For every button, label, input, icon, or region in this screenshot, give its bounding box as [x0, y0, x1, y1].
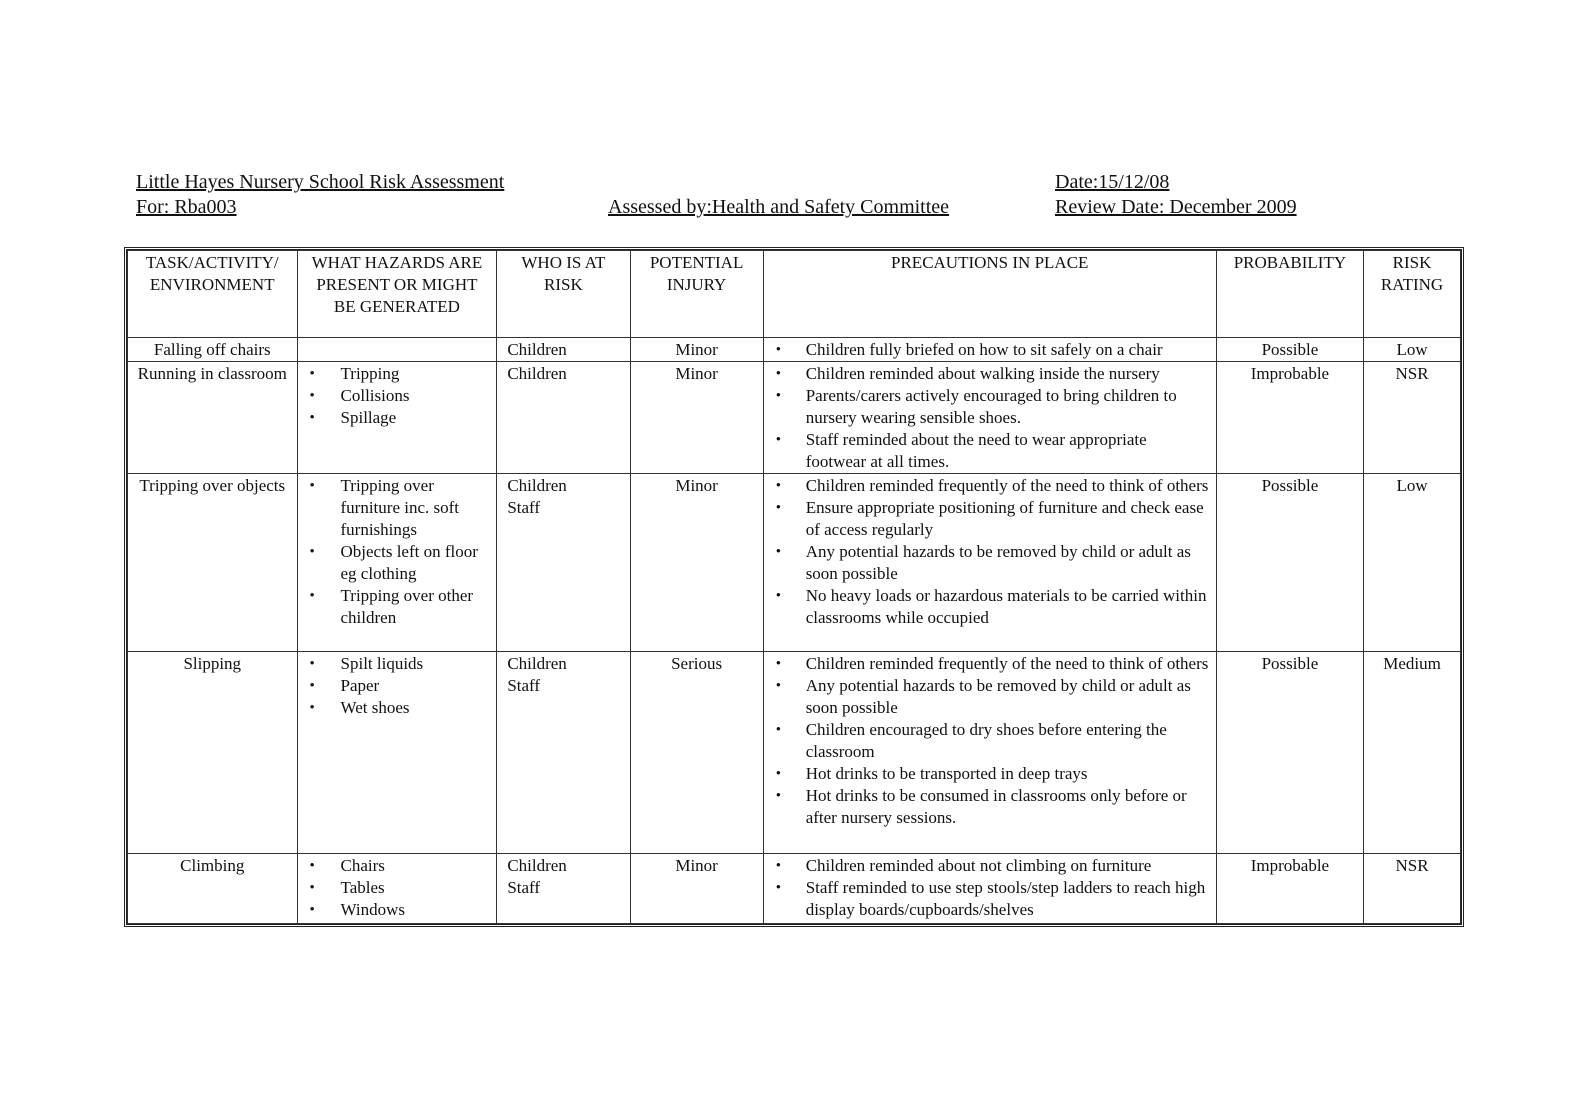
column-header: WHO IS AT RISK — [497, 251, 630, 338]
table-row — [128, 362, 1461, 474]
table-row — [128, 474, 1461, 652]
hazards-cell — [297, 652, 497, 854]
document-title: Little Hayes Nursery School Risk Assessment — [136, 171, 505, 193]
hazard-item: • Tables — [304, 877, 491, 899]
task-cell: Slipping — [128, 652, 298, 854]
table-body — [128, 338, 1461, 924]
for-reference: For: Rba003 — [136, 196, 237, 218]
precautions-cell-list — [770, 855, 1210, 921]
precaution-item: • Ensure appropriate positioning of furniture and check ease of access regularly — [770, 497, 1210, 541]
hazard-item: • Paper — [304, 675, 491, 697]
hazard-item: • Spillage — [304, 407, 491, 429]
who-at-risk-cell-line: Children — [507, 856, 567, 875]
injury-cell: Minor — [630, 474, 763, 652]
review-date: Review Date: December 2009 — [1055, 196, 1297, 218]
task-cell: Tripping over objects — [128, 474, 298, 652]
hazards-cell — [297, 362, 497, 474]
precaution-item: • Hot drinks to be consumed in classrooms only before or after nursery sessions. — [770, 785, 1210, 829]
hazard-item: • Tripping — [304, 363, 491, 385]
hazards-cell-list — [304, 653, 491, 719]
who-at-risk-cell — [497, 474, 630, 652]
who-at-risk-cell-line: Staff — [507, 498, 541, 517]
hazard-item: • Tripping over furniture inc. soft furnishings — [304, 475, 491, 541]
who-at-risk-cell-line: Staff — [507, 878, 541, 897]
hazard-item: • Spilt liquids — [304, 653, 491, 675]
precaution-item: • Children fully briefed on how to sit safely on a chair — [770, 339, 1210, 361]
hazards-cell-list — [304, 475, 491, 629]
precautions-cell-list — [770, 339, 1210, 361]
probability-cell: Possible — [1216, 652, 1363, 854]
column-header: PROBABILITY — [1216, 251, 1363, 338]
precaution-item: • Children reminded frequently of the need to think of others — [770, 653, 1210, 675]
hazard-item: • Objects left on floor eg clothing — [304, 541, 491, 585]
table-row — [128, 854, 1461, 924]
table-row — [128, 338, 1461, 362]
precaution-item: • No heavy loads or hazardous materials to be carried within classrooms while occupied — [770, 585, 1210, 629]
precaution-item: • Children encouraged to dry shoes before entering the classroom — [770, 719, 1210, 763]
hazards-cell-list — [304, 855, 491, 921]
precautions-cell-list — [770, 475, 1210, 629]
who-at-risk-cell — [497, 338, 630, 362]
who-at-risk-cell-line: Children — [507, 476, 567, 495]
column-header: TASK/ACTIVITY/ ENVIRONMENT — [128, 251, 298, 338]
injury-cell: Minor — [630, 362, 763, 474]
risk-rating-cell: Medium — [1364, 652, 1461, 854]
precaution-item: • Hot drinks to be transported in deep trays — [770, 763, 1210, 785]
hazard-item: • Chairs — [304, 855, 491, 877]
task-cell: Running in classroom — [128, 362, 298, 474]
risk-rating-cell: NSR — [1364, 362, 1461, 474]
precaution-item: • Staff reminded to use step stools/step ladders to reach high display boards/cupboards/shelves — [770, 877, 1210, 921]
hazard-item: • Wet shoes — [304, 697, 491, 719]
precautions-cell — [763, 474, 1216, 652]
precautions-cell — [763, 652, 1216, 854]
hazard-item: • Collisions — [304, 385, 491, 407]
injury-cell: Serious — [630, 652, 763, 854]
precaution-item: • Any potential hazards to be removed by child or adult as soon possible — [770, 541, 1210, 585]
column-header: PRECAUTIONS IN PLACE — [763, 251, 1216, 338]
column-header: POTENTIAL INJURY — [630, 251, 763, 338]
who-at-risk-cell-line: Children — [507, 364, 567, 383]
hazards-cell — [297, 474, 497, 652]
assessment-date: Date:15/12/08 — [1055, 171, 1170, 193]
precaution-item: • Any potential hazards to be removed by child or adult as soon possible — [770, 675, 1210, 719]
risk-rating-cell: NSR — [1364, 854, 1461, 924]
probability-cell: Possible — [1216, 474, 1363, 652]
probability-cell: Improbable — [1216, 854, 1363, 924]
precautions-cell-list — [770, 363, 1210, 473]
precautions-cell-list — [770, 653, 1210, 829]
probability-cell: Possible — [1216, 338, 1363, 362]
risk-assessment-table — [127, 250, 1461, 924]
hazards-cell-list — [304, 363, 491, 429]
risk-rating-cell: Low — [1364, 338, 1461, 362]
column-header: WHAT HAZARDS ARE PRESENT OR MIGHT BE GENERATED — [297, 251, 497, 338]
hazard-item: • Tripping over other children — [304, 585, 491, 629]
assessed-by: Assessed by:Health and Safety Committee — [608, 196, 950, 218]
task-cell: Falling off chairs — [128, 338, 298, 362]
column-header: RISK RATING — [1364, 251, 1461, 338]
table-row — [128, 652, 1461, 854]
who-at-risk-cell — [497, 362, 630, 474]
probability-cell: Improbable — [1216, 362, 1363, 474]
who-at-risk-cell — [497, 652, 630, 854]
precautions-cell — [763, 362, 1216, 474]
hazards-cell — [297, 854, 497, 924]
precautions-cell — [763, 338, 1216, 362]
who-at-risk-cell-line: Staff — [507, 676, 541, 695]
who-at-risk-cell-line: Children — [507, 654, 567, 673]
injury-cell: Minor — [630, 854, 763, 924]
who-at-risk-cell-line: Children — [507, 340, 567, 359]
table-header-row — [128, 251, 1461, 338]
precaution-item: • Children reminded about not climbing on furniture — [770, 855, 1210, 877]
who-at-risk-cell — [497, 854, 630, 924]
precaution-item: • Children reminded frequently of the need to think of others — [770, 475, 1210, 497]
risk-assessment-table-frame — [124, 247, 1464, 927]
precaution-item: • Staff reminded about the need to wear appropriate footwear at all times. — [770, 429, 1210, 473]
risk-rating-cell: Low — [1364, 474, 1461, 652]
task-cell: Climbing — [128, 854, 298, 924]
precaution-item: • Parents/carers actively encouraged to bring children to nursery wearing sensible shoes. — [770, 385, 1210, 429]
precaution-item: • Children reminded about walking inside the nursery — [770, 363, 1210, 385]
precautions-cell — [763, 854, 1216, 924]
hazards-cell — [297, 338, 497, 362]
injury-cell: Minor — [630, 338, 763, 362]
hazard-item: • Windows — [304, 899, 491, 921]
